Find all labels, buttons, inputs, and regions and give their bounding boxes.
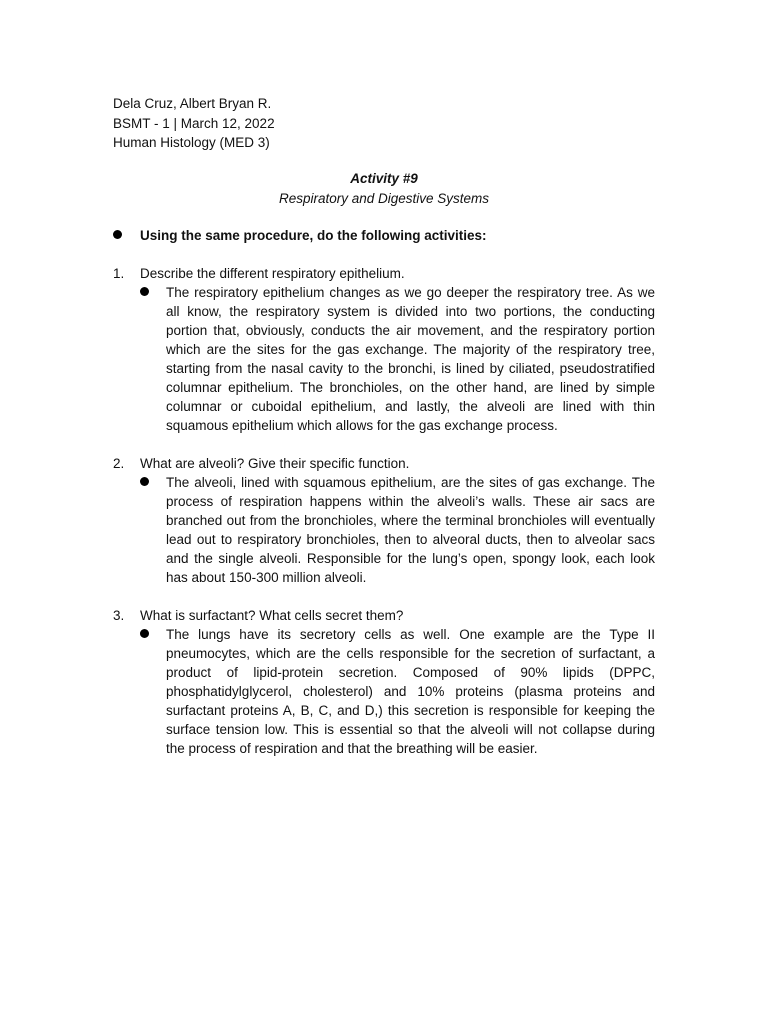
title-block	[0, 169, 768, 208]
question-text: Describe the different respiratory epithelium.	[140, 266, 405, 281]
item-number: 2.	[113, 456, 125, 471]
subject-name: Human Histology (MED 3)	[113, 135, 270, 150]
student-header	[113, 94, 275, 153]
question-text: What are alveoli? Give their specific function.	[140, 456, 410, 471]
activity-subtitle: Respiratory and Digestive Systems	[278, 190, 490, 206]
item-number: 1.	[113, 266, 125, 281]
item-number: 3.	[113, 608, 125, 623]
answer-bullet-icon	[140, 629, 149, 638]
instruction-bullet-icon	[113, 230, 122, 239]
answer-text: The lungs have its secretory cells as well. One example are the Type II pneumocytes, which are the cells responsible for the secretion of surfactant, a product of lipid-protein secretion. Composed of 90% lipids (DPPC, phosphatidylglycerol, cholesterol) and 10% proteins (plasma proteins and surfactant proteins A, B, C, and D,) this secretion is responsible for keeping the surface tension low. This is essential so that the alveoli will not collapse during the process of respiration and that the breathing will be easier.	[166, 627, 655, 756]
instruction-text: Using the same procedure, do the following activities:	[140, 228, 487, 243]
question-text: What is surfactant? What cells secret them?	[140, 608, 404, 623]
answer-bullet-icon	[140, 477, 149, 486]
activity-title: Activity #9	[350, 171, 418, 186]
answer-bullet-icon	[140, 287, 149, 296]
student-name: Dela Cruz, Albert Bryan R.	[113, 96, 272, 111]
answer-text: The alveoli, lined with squamous epithelium, are the sites of gas exchange. The process of respiration happens within the alveoli’s walls. These air sacs are branched out from the bronchioles, where the terminal bronchioles will eventually lead out to respiratory bronchioles, then to alveoral ducts, then to alveolar sacs and the single alveoli. Responsible for the lung’s open, spongy look, each look has about 150-300 million alveoli.	[166, 475, 655, 585]
answer-text: The respiratory epithelium changes as we go deeper the respiratory tree. As we all know, the respiratory system is divided into two portions, the conducting portion that, obviously, conducts the air movement, and the respiratory portion which are the sites for the gas exchange. The majority of the respiratory tree, starting from the nasal cavity to the bronchi, is lined by ciliated, pseudostratified columnar epithelium. The bronchioles, on the other hand, are lined by simple columnar or cuboidal epithelium, and lastly, the alveoli are lined with thin squamous epithelium which allows for the gas exchange process.	[166, 285, 655, 433]
course-and-date: BSMT - 1 | March 12, 2022	[113, 115, 275, 131]
